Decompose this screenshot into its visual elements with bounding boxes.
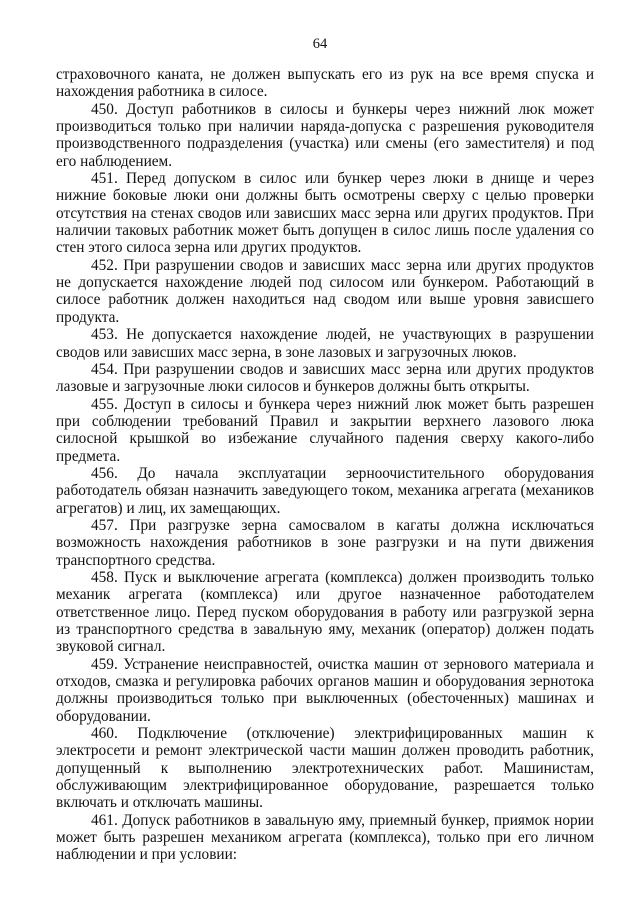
paragraph-455: 455. Доступ в силосы и бункера через нижний люк может быть разрешен при соблюдении требований Правил и закрытии верхнего лазового люка силосной крышкой во избежание случайного падения сверху какого-либо предмета. [56,395,594,465]
document-body [56,66,594,864]
paragraph-456: 456. До начала эксплуатации зерноочистительного оборудования работодатель обязан назначить заведующего током, механика агрегата (механиков агрегатов) и лиц, их замещающих. [56,464,594,517]
page-number: 64 [312,36,328,52]
paragraph-458: 458. Пуск и выключение агрегата (комплекса) должен производить только механик агрегата (комплекса) или другое назначенное работодателем ответственное лицо. Перед пуском оборудования в работу или разгрузкой зерна из транспортного средства в завальную яму, механик (оператор) должен подать звуковой сигнал. [56,568,594,656]
paragraph-451: 451. Перед допуском в силос или бункер через люки в днище и через нижние боковые люки они должны быть осмотрены сверху с целью проверки отсутствия на стенах сводов или зависших масс зерна или других продуктов. При наличии таковых работник может быть допущен в силос лишь после удаления со стен этого силоса зерна или других продуктов. [56,170,594,257]
paragraph-450: 450. Доступ работников в силосы и бункеры через нижний люк может производиться только при наличии наряда-допуска с разрешения руководителя производственного подразделения (участка) или смены (его заместителя) и под его наблюдением. [56,100,594,170]
paragraph-452: 452. При разрушении сводов и зависших масс зерна или других продуктов не допускается нахождение людей под силосом или бункером. Работающий в силосе работник должен находиться над сводом или выше уровня зависшего продукта. [56,256,594,326]
paragraph-459: 459. Устранение неисправностей, очистка машин от зернового материала и отходов, смазка и регулировка рабочих органов машин и оборудования зернотока должны производиться только при выключенных (обесточенных) машинах и оборудовании. [56,655,594,725]
paragraph-454: 454. При разрушении сводов и зависших масс зерна или других продуктов лазовые и загрузочные люки силосов и бункеров должны быть открыты. [56,360,594,396]
paragraph-457: 457. При разгрузке зерна самосвалом в кагаты должна исключаться возможность нахождения работников в зоне разгрузки и на пути движения транспортного средства. [56,516,594,569]
paragraph-461: 461. Допуск работников в завальную яму, приемный бункер, приямок нории может быть разрешен механиком агрегата (комплекса), только при его личном наблюдении и при условии: [56,811,594,864]
paragraph-continuation: страховочного каната, не должен выпускать его из рук на все время спуска и нахождения работника в силосе. [56,66,594,101]
paragraph-453: 453. Не допускается нахождение людей, не участвующих в разрушении сводов или зависших масс зерна, в зоне лазовых и загрузочных люков. [56,326,594,361]
paragraph-460: 460. Подключение (отключение) электрифицированных машин к электросети и ремонт электрической части машин должен проводить работник, допущенный к выполнению электротехнических работ. Машинистам, обслуживающим электрифицированное оборудование, разрешается только включать и отключать машины. [56,725,594,812]
